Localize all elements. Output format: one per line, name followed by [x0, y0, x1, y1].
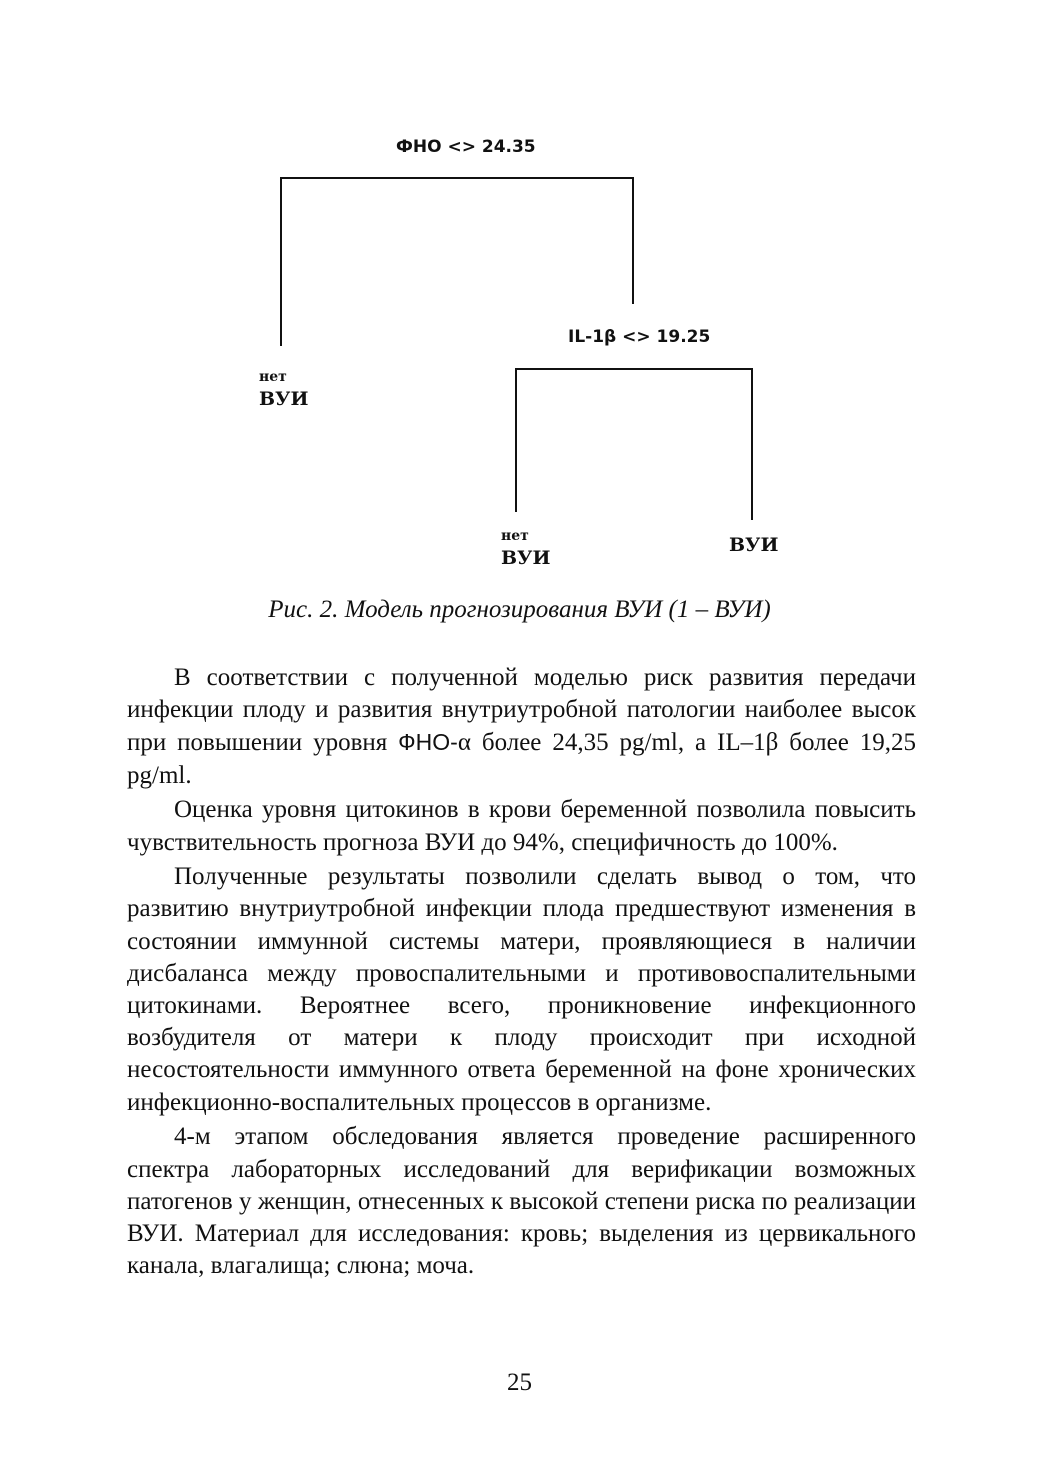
root-branch-lines: [281, 178, 633, 346]
leaf-right-text: ВУИ: [729, 534, 779, 556]
node-branch-lines: [516, 369, 752, 520]
tree-lines: [0, 0, 1039, 600]
leaf-mid-line2: ВУИ: [501, 547, 551, 569]
paragraph-2: Оценка уровня цитокинов в крови беременной позволила повысить чувствительность прогноза ВУИ до 94%, специфичность до 100%.: [127, 796, 916, 856]
leaf-left-line1: нет: [259, 369, 287, 385]
page-number: 25: [507, 1369, 532, 1396]
body-text: [127, 662, 916, 1285]
paragraph-1-end: α более 24,35 pg/ml, а IL–1β более 19,25 pg/ml.: [127, 729, 916, 789]
leaf-left-label: [259, 366, 308, 410]
leaf-mid-line1: нет: [501, 528, 529, 544]
paragraph-3: Полученные результаты позволили сделать вывод о том, что развитию внутриутробной инфекции плода предшествуют изменения в состоянии иммунной системы матери, проявляющиеся в наличии дисбаланса между провоспалительными и противовоспалительными цитокинами. Вероятнее всего, проникновение инфекционного возбудителя от матери к плоду происходит при исходной несостоятельности иммунного ответа беременной на фоне хронических инфекционно-воспалительных процессов в организме.: [127, 863, 916, 1116]
paragraph-1: [127, 662, 916, 792]
root-split-label: ФНО <> 24.35: [396, 137, 536, 157]
leaf-mid-label: [501, 525, 550, 569]
leaf-right-label: [729, 534, 778, 556]
leaf-left-line2: ВУИ: [259, 388, 309, 410]
figure-caption: Рис. 2. Модель прогнозирования ВУИ (1 – ВУИ): [268, 596, 771, 623]
decision-tree-diagram: [0, 0, 1039, 600]
node-split-label: IL-1β <> 19.25: [568, 327, 711, 347]
paragraph-4: 4-м этапом обследования является проведение расширенного спектра лабораторных исследований для верификации возможных патогенов у женщин, отнесенных к высокой степени риска по реализации ВУИ. Материал для исследования: кровь; выделения из цервикального канала, влагалища; слюна; моча.: [127, 1123, 916, 1280]
paragraph-1-start: В соответствии с полученной моделью риск развития передачи инфекции плоду и развития внутриутробной патологии наиболее высок при повышении уровня: [127, 664, 916, 757]
paragraph-1-term: ФНО-: [398, 729, 458, 756]
